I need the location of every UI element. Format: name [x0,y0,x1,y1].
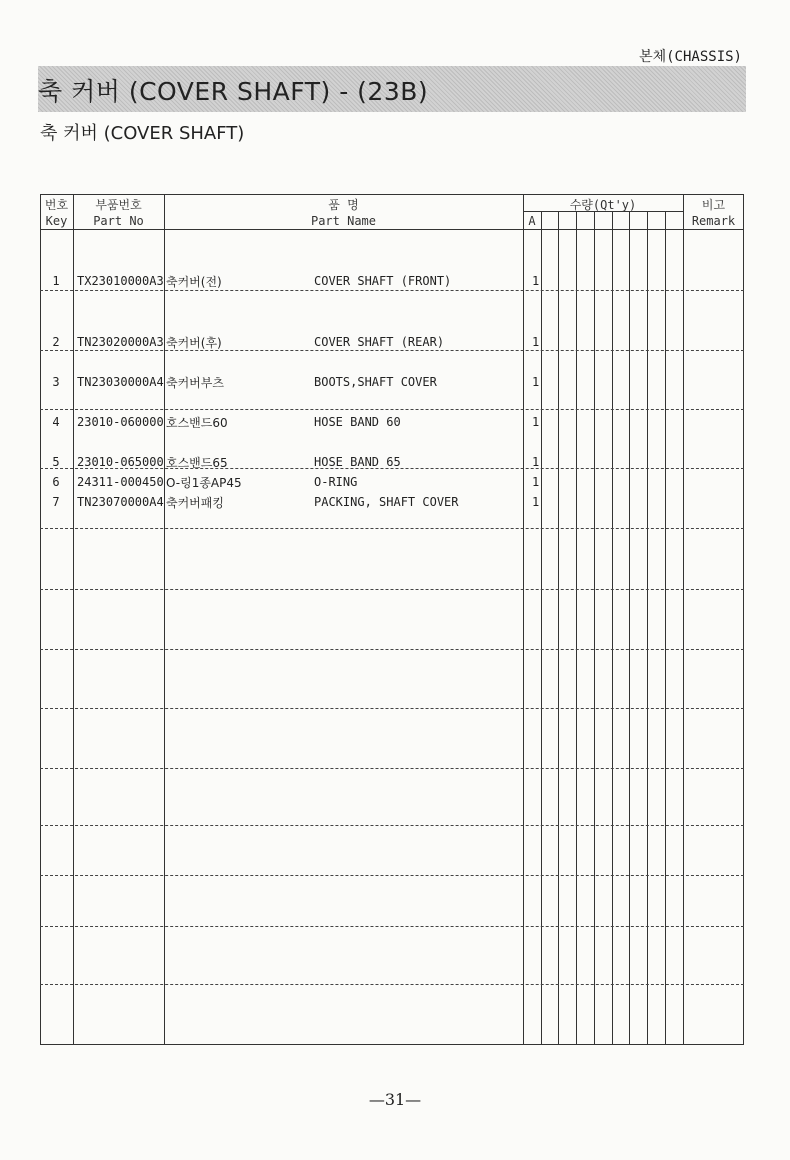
row-part-no: 23010-065000 [77,455,164,469]
row-key: 3 [52,375,60,389]
row-name-eng: PACKING, SHAFT COVER [314,495,459,509]
header-qty-kor: 수량(Qt'y) [569,198,637,212]
row-name-kor: 호스밴드65 [166,456,228,470]
row-key: 1 [52,274,60,288]
row-name-kor: 축커버(후) [166,336,222,350]
section-label: 본체(CHASSIS) [639,49,742,65]
row-name-kor: 호스밴드60 [166,416,228,430]
row-qty: 1 [532,335,540,349]
row-name-eng: O-RING [314,475,358,489]
header-partno-eng: Part No [93,214,144,228]
row-key: 4 [52,415,60,429]
row-name-eng: HOSE BAND 60 [314,415,401,429]
row-key: 5 [52,455,60,469]
subtitle: 축 커버 (COVER SHAFT) [40,123,245,144]
row-qty: 1 [532,455,540,469]
row-name-kor: O-링1종AP45 [166,476,242,490]
row-qty: 1 [532,475,540,489]
header-name-kor: 품 명 [328,198,359,212]
header-remark-kor: 비고 [701,198,726,212]
header-partno-kor: 부품번호 [95,198,142,212]
row-name-eng: COVER SHAFT (REAR) [314,335,445,349]
row-key: 2 [52,335,60,349]
row-name-eng: BOOTS,SHAFT COVER [314,375,437,389]
row-part-no: TN23030000A4 [77,375,164,389]
row-part-no: 23010-060000 [77,415,164,429]
row-name-eng: HOSE BAND 65 [314,455,401,469]
header-name-eng: Part Name [310,214,377,228]
row-part-no: TN23020000A3 [77,335,164,349]
banner-title: 축 커버 (COVER SHAFT) - (23B) [38,77,429,106]
header-qty-a: A [528,214,536,228]
row-part-no: TN23070000A4 [77,495,164,509]
header-key-eng: Key [45,214,68,228]
row-name-kor: 축커버패킹 [166,496,224,510]
row-key: 7 [52,495,60,509]
row-part-no: TX23010000A3 [77,274,164,288]
row-name-kor: 축커버(전) [166,275,222,289]
row-name-eng: COVER SHAFT (FRONT) [314,274,452,288]
row-part-no: 24311-000450 [77,475,164,489]
page-number: —31— [368,1090,422,1109]
row-key: 6 [52,475,60,489]
row-name-kor: 축커버부츠 [166,376,224,390]
header-key-kor: 번호 [44,198,69,212]
row-qty: 1 [532,375,540,389]
header-remark-eng: Remark [691,214,736,228]
row-qty: 1 [532,274,540,288]
row-qty: 1 [532,495,540,509]
row-qty: 1 [532,415,540,429]
